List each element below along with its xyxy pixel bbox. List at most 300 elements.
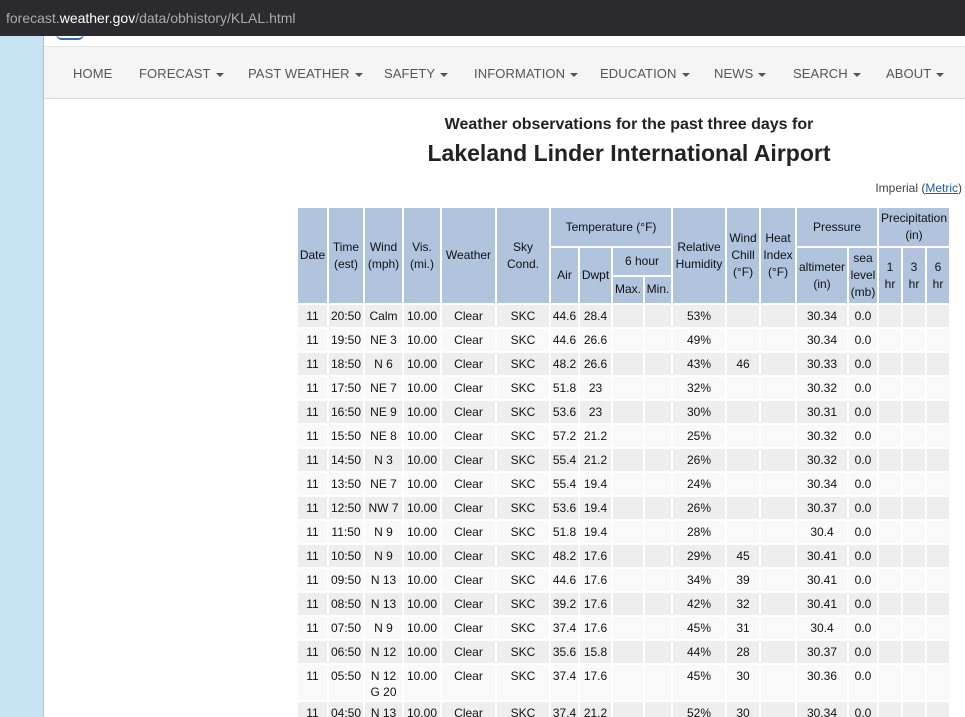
cell-dewpoint: 17.6 bbox=[580, 545, 611, 567]
nav-safety[interactable] bbox=[384, 47, 448, 100]
cell-weather: Clear bbox=[442, 665, 495, 700]
cell-date: 11 bbox=[298, 521, 327, 543]
cell-time: 06:50 bbox=[329, 641, 363, 663]
cell-sea-level-pressure: 0.0 bbox=[849, 641, 877, 663]
header-wind-chill: Wind Chill (°F) bbox=[727, 208, 759, 303]
cell-wind-chill: 30 bbox=[727, 665, 759, 700]
cell-visibility: 10.00 bbox=[404, 569, 440, 591]
cell-dewpoint: 21.2 bbox=[580, 449, 611, 471]
cell-six-hour-max bbox=[613, 329, 643, 351]
cell-sky-condition: SKC bbox=[497, 377, 549, 399]
cell-wind: N 6 bbox=[365, 353, 402, 375]
cell-altimeter: 30.32 bbox=[797, 425, 847, 447]
cell-sea-level-pressure: 0.0 bbox=[849, 377, 877, 399]
cell-sea-level-pressure: 0.0 bbox=[849, 473, 877, 495]
cell-sky-condition: SKC bbox=[497, 401, 549, 423]
cell-six-hour-max bbox=[613, 617, 643, 639]
cell-wind: N 13 bbox=[365, 593, 402, 615]
cell-sea-level-pressure: 0.0 bbox=[849, 702, 877, 717]
header-relative-humidity: Relative Humidity bbox=[673, 208, 725, 303]
cell-wind: N 9 bbox=[365, 617, 402, 639]
cell-time: 16:50 bbox=[329, 401, 363, 423]
cell-six-hour-min bbox=[645, 665, 671, 700]
cell-sky-condition: SKC bbox=[497, 353, 549, 375]
cell-six-hour-max bbox=[613, 305, 643, 327]
table-row bbox=[298, 593, 949, 615]
cell-heat-index bbox=[761, 353, 795, 375]
units-imperial-label: Imperial ( bbox=[875, 181, 926, 195]
cell-sky-condition: SKC bbox=[497, 305, 549, 327]
cell-wind-chill bbox=[727, 377, 759, 399]
cell-six-hour-min bbox=[645, 305, 671, 327]
cell-wind-chill bbox=[727, 473, 759, 495]
cell-date: 11 bbox=[298, 702, 327, 717]
cell-date: 11 bbox=[298, 665, 327, 700]
cell-sea-level-pressure: 0.0 bbox=[849, 401, 877, 423]
cell-sea-level-pressure: 0.0 bbox=[849, 521, 877, 543]
cell-wind: N 9 bbox=[365, 545, 402, 567]
cell-six-hour-max bbox=[613, 665, 643, 700]
cell-heat-index bbox=[761, 545, 795, 567]
header-min: Min. bbox=[645, 277, 671, 304]
header-sky-condition: Sky Cond. bbox=[497, 208, 549, 303]
cell-time: 08:50 bbox=[329, 593, 363, 615]
cell-precip-3hr bbox=[903, 473, 925, 495]
metric-link[interactable]: Metric bbox=[925, 181, 958, 195]
cell-six-hour-min bbox=[645, 329, 671, 351]
cell-relative-humidity: 30% bbox=[673, 401, 725, 423]
cell-weather: Clear bbox=[442, 641, 495, 663]
table-row bbox=[298, 329, 949, 351]
cell-precip-6hr bbox=[927, 641, 949, 663]
cell-sky-condition: SKC bbox=[497, 473, 549, 495]
cell-date: 11 bbox=[298, 569, 327, 591]
cell-dewpoint: 23 bbox=[580, 377, 611, 399]
address-bar[interactable] bbox=[0, 0, 965, 36]
cell-altimeter: 30.32 bbox=[797, 449, 847, 471]
cell-precip-1hr bbox=[879, 425, 901, 447]
cell-six-hour-min bbox=[645, 497, 671, 519]
cell-time: 04:50 bbox=[329, 702, 363, 717]
caret-down-icon bbox=[355, 73, 363, 77]
cell-time: 05:50 bbox=[329, 665, 363, 700]
url-prefix: forecast. bbox=[6, 10, 60, 26]
cell-precip-1hr bbox=[879, 641, 901, 663]
cell-sky-condition: SKC bbox=[497, 665, 549, 700]
cell-wind-chill bbox=[727, 425, 759, 447]
table-row bbox=[298, 702, 949, 717]
cell-heat-index bbox=[761, 401, 795, 423]
cell-date: 11 bbox=[298, 329, 327, 351]
cell-wind: N 3 bbox=[365, 449, 402, 471]
cell-six-hour-max bbox=[613, 702, 643, 717]
cell-precip-1hr bbox=[879, 617, 901, 639]
cell-date: 11 bbox=[298, 401, 327, 423]
cell-precip-6hr bbox=[927, 569, 949, 591]
cell-six-hour-max bbox=[613, 497, 643, 519]
cell-dewpoint: 19.4 bbox=[580, 521, 611, 543]
cell-wind: N 9 bbox=[365, 521, 402, 543]
header-max: Max. bbox=[613, 277, 643, 304]
table-row bbox=[298, 305, 949, 327]
url-host: weather.gov bbox=[59, 10, 136, 26]
cell-precip-6hr bbox=[927, 617, 949, 639]
cell-precip-6hr bbox=[927, 497, 949, 519]
cell-air-temp: 51.8 bbox=[551, 377, 578, 399]
cell-sea-level-pressure: 0.0 bbox=[849, 497, 877, 519]
cell-air-temp: 53.6 bbox=[551, 497, 578, 519]
cell-air-temp: 39.2 bbox=[551, 593, 578, 615]
cell-sea-level-pressure: 0.0 bbox=[849, 353, 877, 375]
cell-dewpoint: 21.2 bbox=[580, 702, 611, 717]
cell-dewpoint: 21.2 bbox=[580, 425, 611, 447]
cell-visibility: 10.00 bbox=[404, 521, 440, 543]
cell-wind: NE 7 bbox=[365, 377, 402, 399]
cell-relative-humidity: 43% bbox=[673, 353, 725, 375]
cell-precip-1hr bbox=[879, 329, 901, 351]
cell-six-hour-min bbox=[645, 545, 671, 567]
cell-relative-humidity: 25% bbox=[673, 425, 725, 447]
cell-time: 13:50 bbox=[329, 473, 363, 495]
cell-precip-1hr bbox=[879, 521, 901, 543]
cell-dewpoint: 17.6 bbox=[580, 569, 611, 591]
nav-past-weather[interactable] bbox=[248, 47, 363, 100]
cell-wind-chill: 31 bbox=[727, 617, 759, 639]
cell-dewpoint: 17.6 bbox=[580, 617, 611, 639]
cell-wind: NW 7 bbox=[365, 497, 402, 519]
page-content bbox=[44, 36, 965, 717]
header-heat-index: Heat Index (°F) bbox=[761, 208, 795, 303]
cell-weather: Clear bbox=[442, 521, 495, 543]
page-subtitle: Weather observations for the past three days for bbox=[444, 116, 814, 133]
cell-wind-chill: 45 bbox=[727, 545, 759, 567]
cell-time: 09:50 bbox=[329, 569, 363, 591]
table-row bbox=[298, 449, 949, 471]
cell-visibility: 10.00 bbox=[404, 665, 440, 700]
nav-about-label: ABOUT bbox=[886, 66, 932, 81]
cell-precip-1hr bbox=[879, 473, 901, 495]
table-row bbox=[298, 617, 949, 639]
header-time: Time (est) bbox=[329, 208, 363, 303]
cell-six-hour-min bbox=[645, 353, 671, 375]
cell-time: 14:50 bbox=[329, 449, 363, 471]
cell-precip-3hr bbox=[903, 497, 925, 519]
cell-wind-chill bbox=[727, 497, 759, 519]
units-selector bbox=[875, 181, 962, 195]
header-altimeter: altimeter (in) bbox=[797, 248, 847, 303]
cell-time: 20:50 bbox=[329, 305, 363, 327]
page-title: Lakeland Linder International Airport bbox=[427, 140, 831, 166]
cell-visibility: 10.00 bbox=[404, 425, 440, 447]
cell-wind: N 12 G 20 bbox=[365, 665, 402, 700]
cell-altimeter: 30.4 bbox=[797, 521, 847, 543]
cell-sea-level-pressure: 0.0 bbox=[849, 545, 877, 567]
observations-table bbox=[296, 206, 951, 717]
nav-news-label: NEWS bbox=[714, 66, 754, 81]
cell-visibility: 10.00 bbox=[404, 593, 440, 615]
header-weather: Weather bbox=[442, 208, 495, 303]
cell-air-temp: 57.2 bbox=[551, 425, 578, 447]
nav-home[interactable] bbox=[73, 47, 112, 100]
cell-six-hour-min bbox=[645, 641, 671, 663]
cell-precip-6hr bbox=[927, 329, 949, 351]
cell-wind: NE 9 bbox=[365, 401, 402, 423]
cell-heat-index bbox=[761, 305, 795, 327]
cell-date: 11 bbox=[298, 497, 327, 519]
cell-wind-chill bbox=[727, 401, 759, 423]
cell-air-temp: 44.6 bbox=[551, 569, 578, 591]
table-row bbox=[298, 473, 949, 495]
cell-precip-6hr bbox=[927, 425, 949, 447]
cell-precip-3hr bbox=[903, 617, 925, 639]
cell-wind: NE 8 bbox=[365, 425, 402, 447]
cell-six-hour-max bbox=[613, 353, 643, 375]
cell-weather: Clear bbox=[442, 401, 495, 423]
cell-heat-index bbox=[761, 521, 795, 543]
cell-visibility: 10.00 bbox=[404, 617, 440, 639]
nav-education-label: EDUCATION bbox=[600, 66, 677, 81]
cell-relative-humidity: 28% bbox=[673, 521, 725, 543]
cell-air-temp: 48.2 bbox=[551, 545, 578, 567]
cell-relative-humidity: 26% bbox=[673, 497, 725, 519]
table-row bbox=[298, 569, 949, 591]
cell-date: 11 bbox=[298, 593, 327, 615]
cell-six-hour-min bbox=[645, 702, 671, 717]
cell-precip-6hr bbox=[927, 702, 949, 717]
cell-wind: N 13 bbox=[365, 702, 402, 717]
cell-precip-1hr bbox=[879, 593, 901, 615]
cell-wind-chill bbox=[727, 521, 759, 543]
left-side-panel bbox=[0, 36, 44, 717]
cell-altimeter: 30.41 bbox=[797, 545, 847, 567]
header-sea-level: sea level (mb) bbox=[849, 248, 877, 303]
cell-visibility: 10.00 bbox=[404, 497, 440, 519]
cell-dewpoint: 17.6 bbox=[580, 665, 611, 700]
header-precipitation: Precipitation (in) bbox=[879, 208, 949, 246]
cell-wind-chill bbox=[727, 305, 759, 327]
nav-news[interactable] bbox=[714, 47, 766, 100]
cell-sky-condition: SKC bbox=[497, 617, 549, 639]
cell-air-temp: 35.6 bbox=[551, 641, 578, 663]
cell-precip-1hr bbox=[879, 665, 901, 700]
cell-sea-level-pressure: 0.0 bbox=[849, 593, 877, 615]
cell-date: 11 bbox=[298, 305, 327, 327]
cell-precip-6hr bbox=[927, 545, 949, 567]
header-temperature: Temperature (°F) bbox=[551, 208, 671, 246]
cell-dewpoint: 17.6 bbox=[580, 593, 611, 615]
caret-down-icon bbox=[936, 73, 944, 77]
cell-altimeter: 30.4 bbox=[797, 617, 847, 639]
cell-visibility: 10.00 bbox=[404, 473, 440, 495]
cell-time: 15:50 bbox=[329, 425, 363, 447]
cell-relative-humidity: 45% bbox=[673, 665, 725, 700]
cell-wind-chill: 39 bbox=[727, 569, 759, 591]
header-six-hour: 6 hour bbox=[613, 248, 671, 275]
cell-precip-1hr bbox=[879, 569, 901, 591]
cell-visibility: 10.00 bbox=[404, 641, 440, 663]
cell-time: 11:50 bbox=[329, 521, 363, 543]
cell-heat-index bbox=[761, 329, 795, 351]
cell-wind: Calm bbox=[365, 305, 402, 327]
cell-relative-humidity: 49% bbox=[673, 329, 725, 351]
cell-dewpoint: 19.4 bbox=[580, 473, 611, 495]
cell-precip-6hr bbox=[927, 449, 949, 471]
cell-weather: Clear bbox=[442, 702, 495, 717]
cell-precip-6hr bbox=[927, 305, 949, 327]
cell-visibility: 10.00 bbox=[404, 401, 440, 423]
cell-precip-3hr bbox=[903, 593, 925, 615]
cell-heat-index bbox=[761, 641, 795, 663]
nav-past-weather-label: PAST WEATHER bbox=[248, 66, 350, 81]
table-row bbox=[298, 401, 949, 423]
nav-information-label: INFORMATION bbox=[474, 66, 566, 81]
header-dewpoint: Dwpt bbox=[580, 248, 611, 303]
cell-precip-3hr bbox=[903, 449, 925, 471]
cell-date: 11 bbox=[298, 449, 327, 471]
cell-dewpoint: 15.8 bbox=[580, 641, 611, 663]
cell-weather: Clear bbox=[442, 545, 495, 567]
cell-sea-level-pressure: 0.0 bbox=[849, 329, 877, 351]
cell-weather: Clear bbox=[442, 449, 495, 471]
cell-time: 10:50 bbox=[329, 545, 363, 567]
cell-date: 11 bbox=[298, 545, 327, 567]
cell-six-hour-max bbox=[613, 641, 643, 663]
cell-six-hour-max bbox=[613, 377, 643, 399]
cell-heat-index bbox=[761, 425, 795, 447]
nav-about[interactable] bbox=[886, 47, 944, 100]
cell-sea-level-pressure: 0.0 bbox=[849, 449, 877, 471]
units-close-paren: ) bbox=[958, 181, 962, 195]
cell-date: 11 bbox=[298, 353, 327, 375]
cell-precip-1hr bbox=[879, 449, 901, 471]
cell-air-temp: 48.2 bbox=[551, 353, 578, 375]
cell-altimeter: 30.34 bbox=[797, 329, 847, 351]
cell-visibility: 10.00 bbox=[404, 377, 440, 399]
cell-altimeter: 30.37 bbox=[797, 497, 847, 519]
cell-six-hour-min bbox=[645, 401, 671, 423]
nav-forecast[interactable] bbox=[139, 47, 224, 100]
caret-down-icon bbox=[853, 73, 861, 77]
table-row bbox=[298, 497, 949, 519]
cell-air-temp: 53.6 bbox=[551, 401, 578, 423]
cell-altimeter: 30.34 bbox=[797, 305, 847, 327]
nav-education[interactable] bbox=[600, 47, 690, 100]
cell-six-hour-max bbox=[613, 425, 643, 447]
cell-precip-3hr bbox=[903, 521, 925, 543]
header-wind: Wind (mph) bbox=[365, 208, 402, 303]
cell-dewpoint: 19.4 bbox=[580, 497, 611, 519]
cell-sea-level-pressure: 0.0 bbox=[849, 305, 877, 327]
cell-air-temp: 55.4 bbox=[551, 449, 578, 471]
cell-weather: Clear bbox=[442, 353, 495, 375]
cell-six-hour-max bbox=[613, 593, 643, 615]
cell-six-hour-min bbox=[645, 569, 671, 591]
cell-air-temp: 44.6 bbox=[551, 329, 578, 351]
cell-relative-humidity: 29% bbox=[673, 545, 725, 567]
cell-weather: Clear bbox=[442, 593, 495, 615]
cell-weather: Clear bbox=[442, 473, 495, 495]
cell-precip-1hr bbox=[879, 545, 901, 567]
cell-wind-chill: 28 bbox=[727, 641, 759, 663]
cell-six-hour-max bbox=[613, 473, 643, 495]
cell-dewpoint: 26.6 bbox=[580, 353, 611, 375]
cell-six-hour-min bbox=[645, 449, 671, 471]
cell-precip-6hr bbox=[927, 401, 949, 423]
cell-six-hour-min bbox=[645, 593, 671, 615]
cell-sky-condition: SKC bbox=[497, 425, 549, 447]
cell-precip-6hr bbox=[927, 353, 949, 375]
cell-altimeter: 30.31 bbox=[797, 401, 847, 423]
cell-precip-3hr bbox=[903, 641, 925, 663]
cell-sky-condition: SKC bbox=[497, 569, 549, 591]
cell-heat-index bbox=[761, 449, 795, 471]
nav-information[interactable] bbox=[474, 47, 578, 100]
nav-search[interactable] bbox=[793, 47, 861, 100]
cell-visibility: 10.00 bbox=[404, 449, 440, 471]
cell-air-temp: 37.4 bbox=[551, 617, 578, 639]
cell-six-hour-min bbox=[645, 425, 671, 447]
cell-heat-index bbox=[761, 497, 795, 519]
cell-altimeter: 30.34 bbox=[797, 702, 847, 717]
cell-visibility: 10.00 bbox=[404, 305, 440, 327]
cell-sky-condition: SKC bbox=[497, 702, 549, 717]
cell-six-hour-max bbox=[613, 521, 643, 543]
cell-precip-3hr bbox=[903, 569, 925, 591]
cell-weather: Clear bbox=[442, 305, 495, 327]
cell-precip-1hr bbox=[879, 702, 901, 717]
cell-air-temp: 55.4 bbox=[551, 473, 578, 495]
table-row bbox=[298, 641, 949, 663]
cell-date: 11 bbox=[298, 377, 327, 399]
cell-wind: N 12 bbox=[365, 641, 402, 663]
cell-precip-3hr bbox=[903, 665, 925, 700]
cell-weather: Clear bbox=[442, 425, 495, 447]
cell-sea-level-pressure: 0.0 bbox=[849, 569, 877, 591]
cell-precip-1hr bbox=[879, 401, 901, 423]
cell-sea-level-pressure: 0.0 bbox=[849, 665, 877, 700]
cell-wind: NE 7 bbox=[365, 473, 402, 495]
cell-relative-humidity: 44% bbox=[673, 641, 725, 663]
nav-forecast-label: FORECAST bbox=[139, 66, 211, 81]
cell-precip-1hr bbox=[879, 353, 901, 375]
cell-relative-humidity: 26% bbox=[673, 449, 725, 471]
header-precip-6hr: 6 hr bbox=[927, 248, 949, 303]
cell-altimeter: 30.33 bbox=[797, 353, 847, 375]
cell-altimeter: 30.34 bbox=[797, 473, 847, 495]
cell-precip-6hr bbox=[927, 473, 949, 495]
cell-weather: Clear bbox=[442, 617, 495, 639]
cell-six-hour-min bbox=[645, 617, 671, 639]
cell-precip-3hr bbox=[903, 702, 925, 717]
cell-six-hour-max bbox=[613, 401, 643, 423]
cell-heat-index bbox=[761, 377, 795, 399]
cell-precip-3hr bbox=[903, 329, 925, 351]
caret-down-icon bbox=[682, 73, 690, 77]
cell-air-temp: 37.4 bbox=[551, 665, 578, 700]
cell-relative-humidity: 32% bbox=[673, 377, 725, 399]
cell-heat-index bbox=[761, 617, 795, 639]
nws-logo-fragment bbox=[56, 36, 86, 42]
cell-sky-condition: SKC bbox=[497, 449, 549, 471]
cell-six-hour-min bbox=[645, 377, 671, 399]
header-date: Date bbox=[298, 208, 327, 303]
cell-visibility: 10.00 bbox=[404, 353, 440, 375]
cell-wind-chill: 32 bbox=[727, 593, 759, 615]
cell-time: 17:50 bbox=[329, 377, 363, 399]
cell-weather: Clear bbox=[442, 377, 495, 399]
nav-safety-label: SAFETY bbox=[384, 66, 436, 81]
cell-relative-humidity: 45% bbox=[673, 617, 725, 639]
